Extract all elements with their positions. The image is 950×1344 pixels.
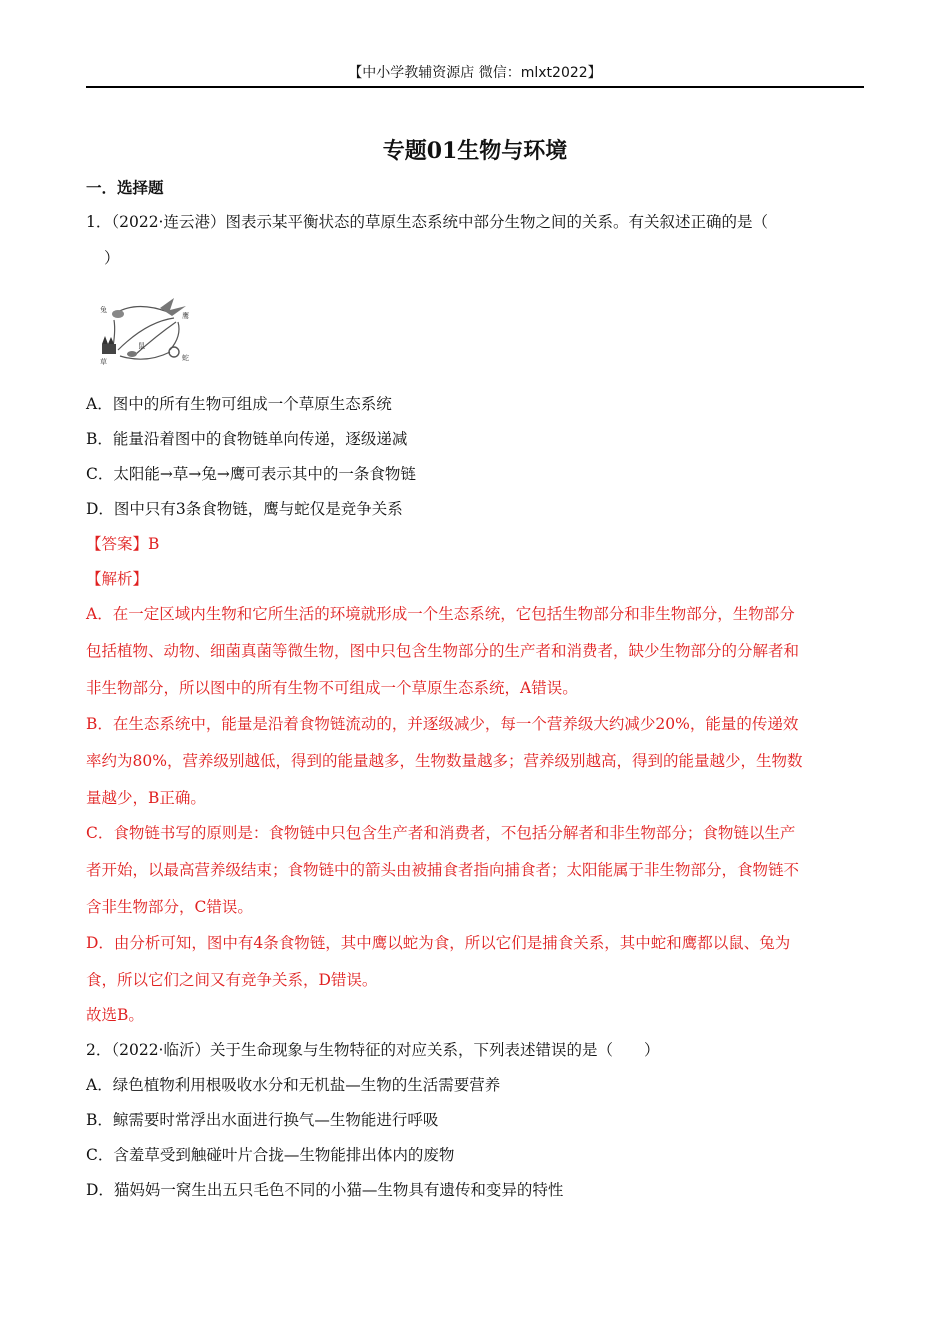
label-grass: 草 — [100, 358, 107, 366]
food-web-figure — [96, 292, 192, 366]
analysis-line: B．在生态系统中，能量是沿着食物链流动的，并逐级减少，每一个营养级大约减少20%，能量的传递效 — [86, 715, 799, 733]
label-mouse: 鼠 — [138, 342, 145, 350]
analysis-line: 率约为80%，营养级别越低，得到的能量越多，生物数量越多；营养级别越高，得到的能量越少，生物数 — [86, 752, 803, 770]
analysis-line: A．在一定区域内生物和它所生活的环境就形成一个生态系统，它包括生物部分和非生物部分，生物部分 — [86, 605, 795, 623]
label-snake: 蛇 — [182, 354, 189, 362]
q1-option-a: A．图中的所有生物可组成一个草原生态系统 — [86, 395, 392, 413]
analysis-line: 含非生物部分，C错误。 — [86, 898, 253, 916]
label-eagle: 鹰 — [182, 312, 189, 320]
q2-option-c: C．含羞草受到触碰叶片合拢—生物能排出体内的废物 — [86, 1146, 455, 1164]
analysis-line: C．食物链书写的原则是：食物链中只包含生产者和消费者，不包括分解者和非生物部分；食物链以生产 — [86, 824, 796, 842]
q2-option-b: B．鲸需要时常浮出水面进行换气—生物能进行呼吸 — [86, 1111, 439, 1129]
section-heading: 一．选择题 — [86, 178, 164, 197]
q1-option-c: C．太阳能→草→兔→鹰可表示其中的一条食物链 — [86, 465, 416, 483]
q1-option-b: B．能量沿着图中的食物链单向传递，逐级递减 — [86, 430, 408, 448]
q1-option-d: D．图中只有3条食物链，鹰与蛇仅是竞争关系 — [86, 500, 403, 518]
analysis-line: 故选B。 — [86, 1006, 144, 1024]
q1-stem-close: ） — [104, 249, 120, 267]
analysis-line: 食，所以它们之间又有竞争关系，D错误。 — [86, 971, 378, 989]
page-title: 专题01生物与环境 — [382, 138, 568, 164]
q2-option-d: D．猫妈妈一窝生出五只毛色不同的小猫—生物具有遗传和变异的特性 — [86, 1181, 564, 1199]
label-rabbit: 兔 — [100, 306, 107, 314]
analysis-line: 非生物部分，所以图中的所有生物不可组成一个草原生态系统，A错误。 — [86, 679, 578, 697]
q1-answer: 【答案】B — [86, 535, 160, 553]
q1-analysis-label: 【解析】 — [86, 570, 149, 588]
page-header: 【中小学教辅资源店 微信：mlxt2022】 — [348, 65, 602, 81]
analysis-line: D．由分析可知，图中有4条食物链，其中鹰以蛇为食，所以它们是捕食关系，其中蛇和鹰都以鼠、兔为 — [86, 934, 791, 952]
analysis-line: 量越少，B正确。 — [86, 789, 206, 807]
analysis-line: 者开始，以最高营养级结束；食物链中的箭头由被捕食者指向捕食者；太阳能属于非生物部分，食物链不 — [86, 861, 800, 879]
header-divider — [86, 86, 864, 88]
analysis-line: 包括植物、动物、细菌真菌等微生物，图中只包含生物部分的生产者和消费者，缺少生物部分的分解者和 — [86, 642, 800, 660]
food-web-diagram — [96, 292, 192, 366]
q2-stem: 2．（2022·临沂）关于生命现象与生物特征的对应关系，下列表述错误的是（ ） — [86, 1041, 660, 1059]
q1-stem: 1．（2022·连云港）图表示某平衡状态的草原生态系统中部分生物之间的关系。有关叙述正确的是（ — [86, 213, 768, 231]
q2-option-a: A．绿色植物利用根吸收水分和无机盐—生物的生活需要营养 — [86, 1076, 501, 1094]
